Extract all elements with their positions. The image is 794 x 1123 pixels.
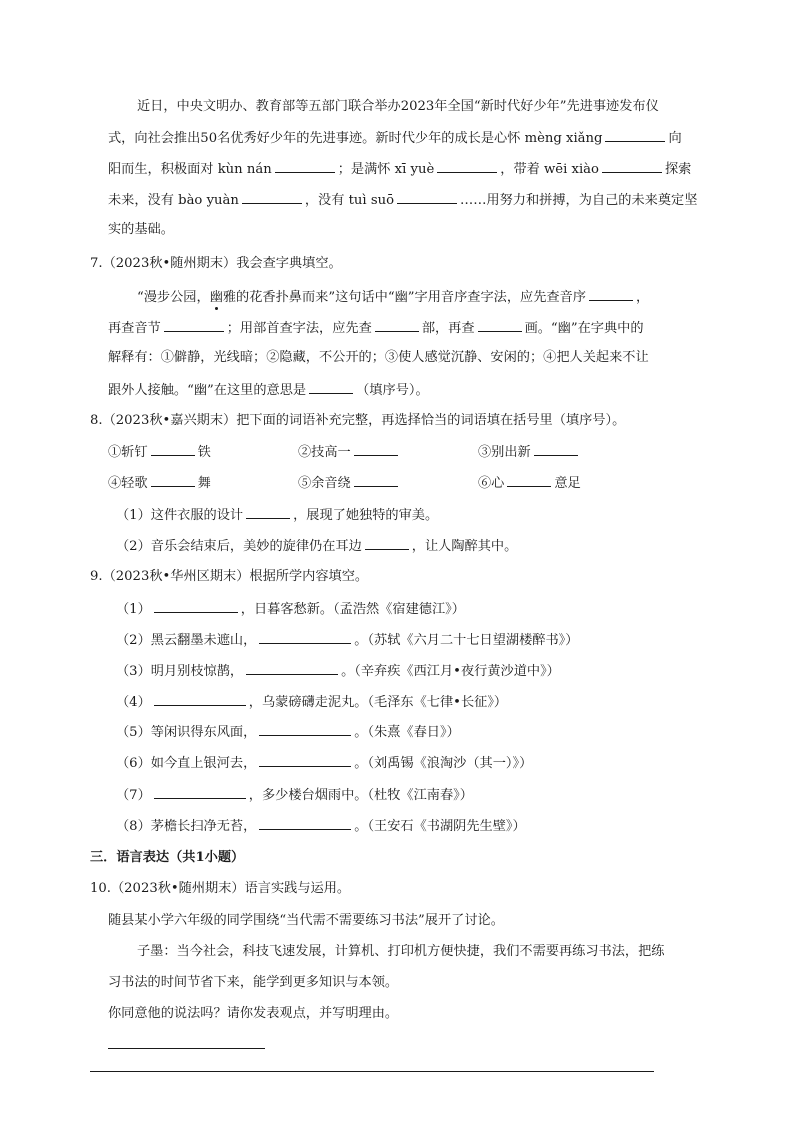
passage-text: 向 [668,131,682,146]
question-text: （1）这件衣服的设计 [116,508,244,523]
passage-text: 式，向社会推出50名优秀好少年的先进事迹。新时代少年的成长是心怀 mèng xiǎng [108,131,603,146]
answer-blank[interactable] [605,128,665,142]
word-suffix: 铁 [197,445,211,460]
q8-item [478,442,581,462]
passage-text: 未来，没有 bào yuàn [108,193,239,208]
answer-blank[interactable] [246,661,338,675]
passage-text: ……用努力和拼搏，为自己的未来奠定坚 [460,193,698,208]
poem-text: （2）黑云翻墨未遮山， [116,633,257,648]
q9-heading [90,568,368,586]
answer-blank[interactable] [507,473,551,487]
q7-heading [90,255,342,273]
poem-text: 。（辛弃疾《西江月•夜行黄沙道中》） [341,664,560,679]
q9-line-8 [116,816,526,836]
poem-text: ，日暮客愁新。（孟浩然《宿建德江》） [240,602,465,617]
answer-blank[interactable] [437,159,497,173]
passage-text: 实的基础。 [108,222,174,237]
q8-row-2 [108,473,708,491]
q8-item [298,442,401,462]
question-text: ，让人陶醉其中。 [411,539,518,554]
answer-blank[interactable] [602,159,662,173]
q7-line-4 [108,380,429,400]
q9-line-7 [116,785,473,805]
answer-blank[interactable] [259,722,351,736]
q8-sentence-2 [116,536,517,556]
answer-blank[interactable] [397,190,457,204]
answer-line[interactable] [108,1048,265,1049]
passage-text: ；是满怀 xī yuè [337,162,435,177]
emphasis-char: 幽 [209,290,223,305]
poem-text: 。（苏轼《六月二十七日望湖楼醉书》） [354,633,579,648]
poem-text: （3）明月别枝惊鹊， [116,664,244,679]
word-prefix: ③别出新 [478,445,531,460]
question-text: 部，再查 [421,321,475,336]
poem-text: 。（朱熹《春日》） [354,725,460,740]
answer-blank[interactable] [354,442,398,456]
word-suffix: 意足 [554,476,581,491]
answer-blank[interactable] [534,442,578,456]
answer-blank[interactable] [242,190,302,204]
q7-line-3 [108,349,649,367]
passage-line-1 [137,98,659,116]
poem-text: （7） [116,788,151,803]
q9-line-2 [116,630,578,650]
poem-text: （8）茅檐长扫净无苔， [116,819,257,834]
passage-line-2 [108,128,682,148]
answer-blank[interactable] [246,505,290,519]
question-title: 8.（2023秋•嘉兴期末）把下面的词语补充完整，再选择恰当的词语填在括号里（填序号）。 [90,413,626,428]
q10-line-2 [137,943,665,961]
poem-text: （5）等闲识得东风面， [116,725,257,740]
answer-blank[interactable] [154,599,238,613]
passage-text: ，没有 tuì suō [304,193,395,208]
passage-line-4 [108,190,697,210]
answer-blank[interactable] [259,753,351,767]
answer-blank[interactable] [354,473,398,487]
answer-blank[interactable] [275,159,335,173]
poem-text: （1） [116,602,151,617]
answer-blank[interactable] [309,380,353,394]
question-title: 9.（2023秋•华州区期末）根据所学内容填空。 [90,569,369,584]
word-prefix: ④轻歌 [108,476,148,491]
question-text: ， [635,290,650,305]
q8-item [478,473,581,493]
question-text: “漫步公园， [137,290,210,305]
question-text: 随县某小学六年级的同学围绕“当代需不需要练习书法”展开了讨论。 [108,913,504,928]
answer-blank[interactable] [154,785,246,799]
poem-text: ，多少楼台烟雨中。（杜牧《江南春》） [248,788,473,803]
q10-line-4 [108,1005,398,1023]
answer-blank[interactable] [375,318,419,332]
section-title: 三．语言表达（共1小题） [90,850,245,865]
answer-blank[interactable] [589,287,633,301]
answer-blank[interactable] [259,816,351,830]
q9-line-1 [116,599,465,619]
q8-heading [90,412,625,430]
poem-text: 。（王安石《书湖阴先生壁》） [354,819,526,834]
question-text: （填序号）。 [356,383,429,398]
answer-line[interactable] [90,1071,654,1072]
q10-line-3 [108,974,398,992]
q8-item [298,473,401,493]
passage-text: 阳而生，积极面对 kùn nán [108,162,272,177]
question-title: 10.（2023秋•随州期末）语言实践与运用。 [90,881,351,896]
answer-blank[interactable] [365,536,409,550]
poem-text: ，乌蒙磅礴走泥丸。（毛泽东《七律•长征》） [248,695,508,710]
answer-blank[interactable] [154,692,246,706]
question-text: 子墨：当今社会，科技飞速发展，计算机、打印机方便快捷，我们不需要再练习书法，把练 [137,944,665,959]
word-prefix: ⑤余音绕 [298,476,351,491]
question-text: 习书法的时间节省下来，能学到更多知识与本领。 [108,975,399,990]
answer-blank[interactable] [151,442,195,456]
question-text: 雅的花香扑鼻而来”这句话中“幽”字用音序查字法，应先查音序 [222,290,586,305]
q8-row-1 [108,442,708,460]
answer-blank[interactable] [164,318,224,332]
question-title: 7.（2023秋•随州期末）我会查字典填空。 [90,256,342,271]
word-prefix: ①斩钉 [108,445,148,460]
question-text: 跟外人接触。“幽”在这里的意思是 [108,383,307,398]
q9-line-3 [116,661,560,681]
word-suffix: 舞 [197,476,211,491]
question-text: ；用部首查字法，应先查 [226,321,372,336]
question-text: 你同意他的说法吗？请你发表观点，并写明理由。 [108,1006,399,1021]
question-text: （2）音乐会结束后，美妙的旋律仍在耳边 [116,539,362,554]
passage-text: 近日，中央文明办、教育部等五部门联合举办2023年全国“新时代好少年”先进事迹发布仪 [137,99,659,114]
passage-text: ，带着 wēi xiào [500,162,599,177]
passage-text: 探索 [664,162,692,177]
poem-text: 。（刘禹锡《浪淘沙（其一）》） [354,756,533,771]
answer-blank[interactable] [478,318,522,332]
q9-line-5 [116,722,460,742]
answer-blank[interactable] [259,630,351,644]
passage-line-5 [108,221,174,239]
answer-blank[interactable] [151,473,195,487]
question-text: 解释有：①僻静，光线暗；②隐藏，不公开的；③使人感觉沉静、安闲的；④把人关起来不让 [108,350,649,365]
section-heading [90,849,244,867]
passage-line-3 [108,159,691,179]
q10-heading [90,880,350,898]
q7-line-2 [108,318,644,338]
poem-text: （6）如今直上银河去， [116,756,257,771]
word-prefix: ⑥心 [478,476,505,491]
question-text: 再查音节 [108,321,161,336]
q8-sentence-1 [116,505,438,525]
q8-item [108,473,211,493]
q7-line-1 [137,287,649,307]
q9-line-6 [116,753,532,773]
question-text: 画。“幽”在字典中的 [524,321,644,336]
poem-text: （4） [116,695,151,710]
q8-item [108,442,211,462]
word-prefix: ②技高一 [298,445,351,460]
q10-line-1 [108,912,504,930]
q9-line-4 [116,692,507,712]
question-text: ，展现了她独特的审美。 [293,508,439,523]
